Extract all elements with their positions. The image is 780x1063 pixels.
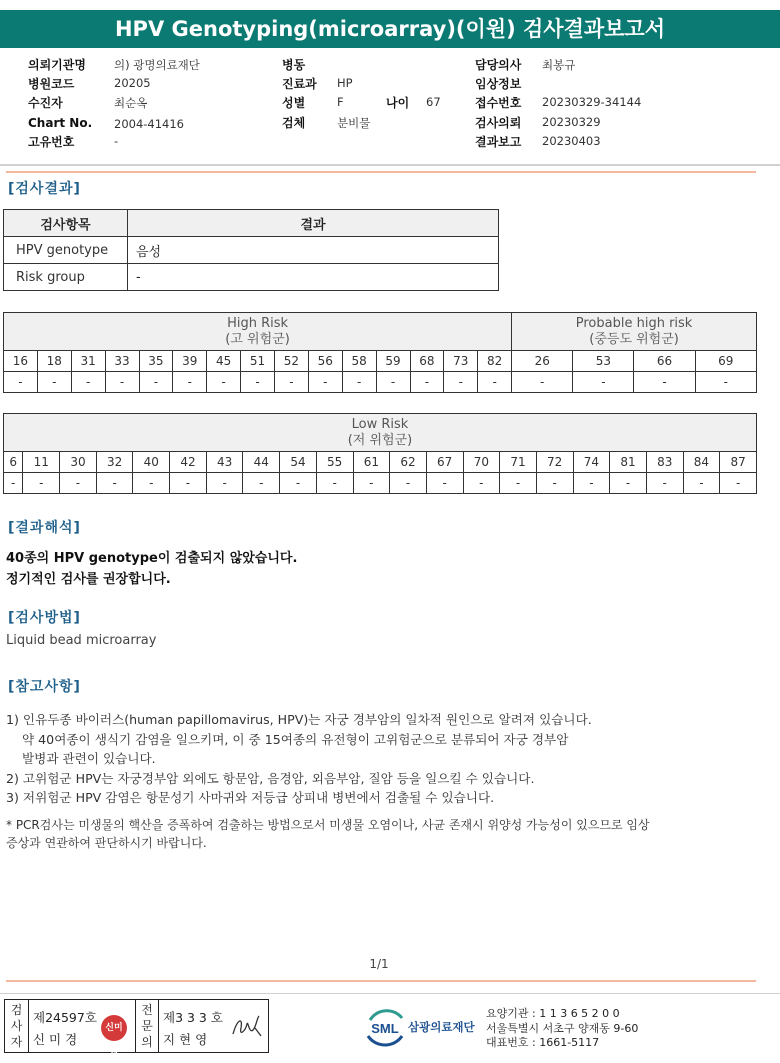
- info-value: 20205: [114, 76, 151, 90]
- pcr-line: 증상과 연관하여 판단하시기 바랍니다.: [6, 836, 207, 850]
- sml-logo-icon: [364, 1006, 406, 1048]
- inspector-name: 신 미 경: [33, 1032, 78, 1047]
- contact-line: 서울특별시 서초구 양재동 9-60: [486, 1021, 639, 1035]
- hpv-type-cell: 71: [500, 452, 537, 473]
- hpv-type-cell: 18: [37, 351, 71, 372]
- hpv-type-cell: 31: [71, 351, 105, 372]
- hpv-result-cell: -: [683, 473, 720, 494]
- result-header-item: 검사항목: [4, 210, 128, 237]
- info-label: 수진자: [28, 96, 63, 110]
- note-item: 3) 저위험군 HPV 감염은 항문성기 사마귀와 저등급 상피내 병변에서 검출될 수 있습니다.: [6, 790, 495, 805]
- result-value: -: [128, 264, 499, 291]
- hpv-type-cell: 59: [376, 351, 410, 372]
- section-title-interpretation: [결과해석]: [8, 520, 81, 536]
- hpv-result-cell: -: [536, 473, 573, 494]
- high-risk-header: [4, 313, 512, 351]
- hpv-type-cell: 16: [4, 351, 38, 372]
- low-risk-subtitle: (저 위험군): [347, 432, 413, 448]
- header-divider: [0, 164, 780, 166]
- result-item: Risk group: [4, 264, 128, 291]
- hpv-result-cell: -: [105, 372, 139, 393]
- specialist-label: 전 문 의: [135, 1000, 159, 1052]
- hpv-type-cell: 84: [683, 452, 720, 473]
- info-value: 2004-41416: [114, 117, 184, 131]
- hpv-result-cell: -: [410, 372, 444, 393]
- interpretation-line: 정기적인 검사를 권장합니다.: [6, 572, 171, 587]
- table-row: [4, 452, 757, 473]
- interpretation-text: [6, 548, 297, 590]
- age-value: 67: [426, 95, 441, 109]
- hpv-type-cell: 55: [316, 452, 353, 473]
- hpv-type-cell: 30: [60, 452, 97, 473]
- section-title-result: [검사결과]: [8, 181, 81, 197]
- hpv-result-cell: -: [173, 372, 207, 393]
- info-label: 성별: [282, 96, 306, 110]
- hpv-result-cell: -: [426, 473, 463, 494]
- low-risk-table: [3, 413, 757, 494]
- hpv-result-cell: -: [390, 473, 427, 494]
- hpv-type-cell: 35: [139, 351, 173, 372]
- info-label: 진료과: [282, 77, 317, 91]
- table-row: [4, 372, 757, 393]
- specialist-name: 지 현 영: [163, 1032, 208, 1047]
- logo-mark-text: SML: [371, 1021, 399, 1036]
- inspector-label: 검 사 자: [5, 1000, 29, 1052]
- hpv-type-cell: 26: [512, 351, 573, 372]
- info-value: 20230403: [542, 134, 601, 148]
- hpv-type-cell: 81: [610, 452, 647, 473]
- hpv-result-cell: -: [500, 473, 537, 494]
- hpv-result-cell: -: [60, 473, 97, 494]
- hpv-type-cell: 68: [410, 351, 444, 372]
- high-risk-title: High Risk: [227, 315, 289, 331]
- hpv-result-cell: -: [37, 372, 71, 393]
- section-divider: [6, 171, 756, 173]
- hpv-result-cell: -: [280, 473, 317, 494]
- hpv-result-cell: -: [342, 372, 376, 393]
- note-item: 1) 인유두종 바이러스(human papillomavirus, HPV)는 자궁 경부암의 일차적 원인으로 알려져 있습니다.: [6, 712, 592, 727]
- hpv-type-cell: 6: [4, 452, 23, 473]
- patient-info: [28, 56, 768, 152]
- probable-high-risk-header: [512, 313, 757, 351]
- note-item: 약 40여종이 생식기 감염을 일으키며, 이 중 15여종의 유전형이 고위험군으로 분류되어 자궁 경부암: [22, 731, 569, 747]
- hpv-type-cell: 74: [573, 452, 610, 473]
- note-item: 발병과 관련이 있습니다.: [22, 751, 156, 766]
- info-label: 접수번호: [475, 96, 522, 110]
- low-risk-header: [4, 414, 757, 452]
- hpv-type-cell: 67: [426, 452, 463, 473]
- hpv-result-cell: -: [207, 372, 241, 393]
- hpv-result-cell: -: [4, 372, 38, 393]
- table-row: [4, 264, 499, 291]
- hpv-type-cell: 56: [308, 351, 342, 372]
- footer-divider: [0, 993, 780, 994]
- footer-divider: [6, 980, 756, 982]
- hpv-result-cell: -: [4, 473, 23, 494]
- info-value: 20230329: [542, 115, 601, 129]
- hpv-type-cell: 53: [573, 351, 634, 372]
- hpv-type-cell: 39: [173, 351, 207, 372]
- hpv-type-cell: 61: [353, 452, 390, 473]
- hpv-result-cell: -: [241, 372, 275, 393]
- hpv-result-cell: -: [353, 473, 390, 494]
- info-label: 결과보고: [475, 135, 522, 149]
- hpv-result-cell: -: [96, 473, 133, 494]
- hpv-result-cell: -: [206, 473, 243, 494]
- hpv-result-cell: -: [695, 372, 756, 393]
- hpv-type-cell: 51: [241, 351, 275, 372]
- notes-list: [6, 710, 746, 808]
- specialist-license: 제3 3 3 호: [163, 1010, 223, 1025]
- hpv-result-cell: -: [133, 473, 170, 494]
- age-label: 나이: [386, 96, 410, 110]
- hpv-result-cell: -: [444, 372, 478, 393]
- hpv-type-cell: 87: [720, 452, 757, 473]
- hpv-result-cell: -: [634, 372, 695, 393]
- hpv-type-cell: 45: [207, 351, 241, 372]
- info-label: 병원코드: [28, 77, 75, 91]
- info-label: 담당의사: [475, 58, 522, 72]
- table-row: [4, 473, 757, 494]
- section-title-method: [검사방법]: [8, 610, 81, 626]
- result-header-result: 결과: [128, 210, 499, 237]
- hpv-result-cell: -: [573, 473, 610, 494]
- hpv-result-cell: -: [573, 372, 634, 393]
- info-label: 검사의뢰: [475, 116, 522, 130]
- hpv-result-cell: -: [720, 473, 757, 494]
- hpv-type-cell: 52: [275, 351, 309, 372]
- info-value: 20230329-34144: [542, 95, 642, 109]
- section-title-notes: [참고사항]: [8, 679, 81, 695]
- hpv-type-cell: 72: [536, 452, 573, 473]
- hpv-result-cell: -: [512, 372, 573, 393]
- info-value: HP: [337, 76, 353, 90]
- info-label: 임상정보: [475, 77, 522, 91]
- hpv-type-cell: 69: [695, 351, 756, 372]
- report-title: HPV Genotyping(microarray)(이원) 검사결과보고서: [0, 10, 780, 48]
- result-value: 음성: [128, 237, 499, 264]
- hpv-result-cell: -: [243, 473, 280, 494]
- pcr-disclaimer: [6, 816, 746, 852]
- hpv-result-cell: -: [170, 473, 207, 494]
- info-label: 병동: [282, 58, 306, 72]
- info-value: F: [337, 95, 344, 109]
- hpv-result-cell: -: [308, 372, 342, 393]
- sml-logo: [364, 1006, 482, 1048]
- hpv-type-cell: 83: [646, 452, 683, 473]
- low-risk-title: Low Risk: [351, 416, 409, 432]
- method-text: Liquid bead microarray: [6, 633, 157, 648]
- hpv-type-cell: 58: [342, 351, 376, 372]
- hpv-type-cell: 43: [206, 452, 243, 473]
- result-table: [3, 209, 499, 291]
- info-value: 의) 광명의료재단: [114, 58, 200, 72]
- probable-high-risk-title: Probable high risk: [575, 315, 693, 331]
- inspector-stamp: 신미경: [101, 1015, 127, 1041]
- hpv-result-cell: -: [646, 473, 683, 494]
- hpv-result-cell: -: [71, 372, 105, 393]
- info-label: 고유번호: [28, 135, 75, 149]
- hpv-result-cell: -: [23, 473, 60, 494]
- note-item: 2) 고위험군 HPV는 자궁경부암 외에도 항문암, 음경암, 외음부암, 질암 등을 일으킬 수 있습니다.: [6, 770, 535, 786]
- hpv-result-cell: -: [376, 372, 410, 393]
- signature-box: [4, 999, 269, 1059]
- hpv-type-cell: 42: [170, 452, 207, 473]
- info-value: -: [114, 134, 119, 148]
- hpv-result-cell: -: [478, 372, 512, 393]
- info-label: 의뢰기관명: [28, 58, 86, 72]
- info-label: Chart No.: [28, 116, 93, 130]
- contact-info: [486, 1007, 638, 1051]
- probable-high-risk-subtitle: (중등도 위험군): [589, 331, 679, 347]
- result-item: HPV genotype: [4, 237, 128, 264]
- info-value: 최순옥: [114, 96, 148, 110]
- hpv-type-cell: 32: [96, 452, 133, 473]
- hpv-type-cell: 54: [280, 452, 317, 473]
- hpv-type-cell: 44: [243, 452, 280, 473]
- hpv-type-cell: 82: [478, 351, 512, 372]
- hpv-type-cell: 40: [133, 452, 170, 473]
- high-risk-table: [3, 312, 757, 393]
- hpv-type-cell: 33: [105, 351, 139, 372]
- table-row: [4, 351, 757, 372]
- table-row: [4, 237, 499, 264]
- hpv-type-cell: 66: [634, 351, 695, 372]
- info-label: 검체: [282, 116, 306, 130]
- info-value: 분비물: [337, 116, 371, 130]
- page-number: 1/1: [369, 957, 389, 971]
- hpv-type-cell: 62: [390, 452, 427, 473]
- hpv-result-cell: -: [316, 473, 353, 494]
- high-risk-subtitle: (고 위험군): [225, 331, 290, 347]
- interpretation-line: 40종의 HPV genotype이 검출되지 않았습니다.: [6, 551, 298, 566]
- hpv-type-cell: 11: [23, 452, 60, 473]
- contact-line: 요양기관 : 1 1 3 6 5 2 0 0: [486, 1007, 620, 1020]
- hpv-result-cell: -: [139, 372, 173, 393]
- hpv-type-cell: 73: [444, 351, 478, 372]
- pcr-line: * PCR검사는 미생물의 핵산을 증폭하여 검출하는 방법으로서 미생물 오염이나, 사균 존재시 위양성 가능성이 있으므로 임상: [6, 818, 650, 832]
- contact-line: 대표번호 : 1661-5117: [486, 1036, 600, 1049]
- logo-text: 삼광의료재단: [408, 1020, 475, 1034]
- info-value: 최봉규: [542, 58, 576, 72]
- hpv-result-cell: -: [610, 473, 647, 494]
- signature-icon: [229, 1010, 265, 1042]
- hpv-type-cell: 70: [463, 452, 500, 473]
- inspector-license: 제24597호: [33, 1010, 97, 1025]
- hpv-result-cell: -: [463, 473, 500, 494]
- hpv-result-cell: -: [275, 372, 309, 393]
